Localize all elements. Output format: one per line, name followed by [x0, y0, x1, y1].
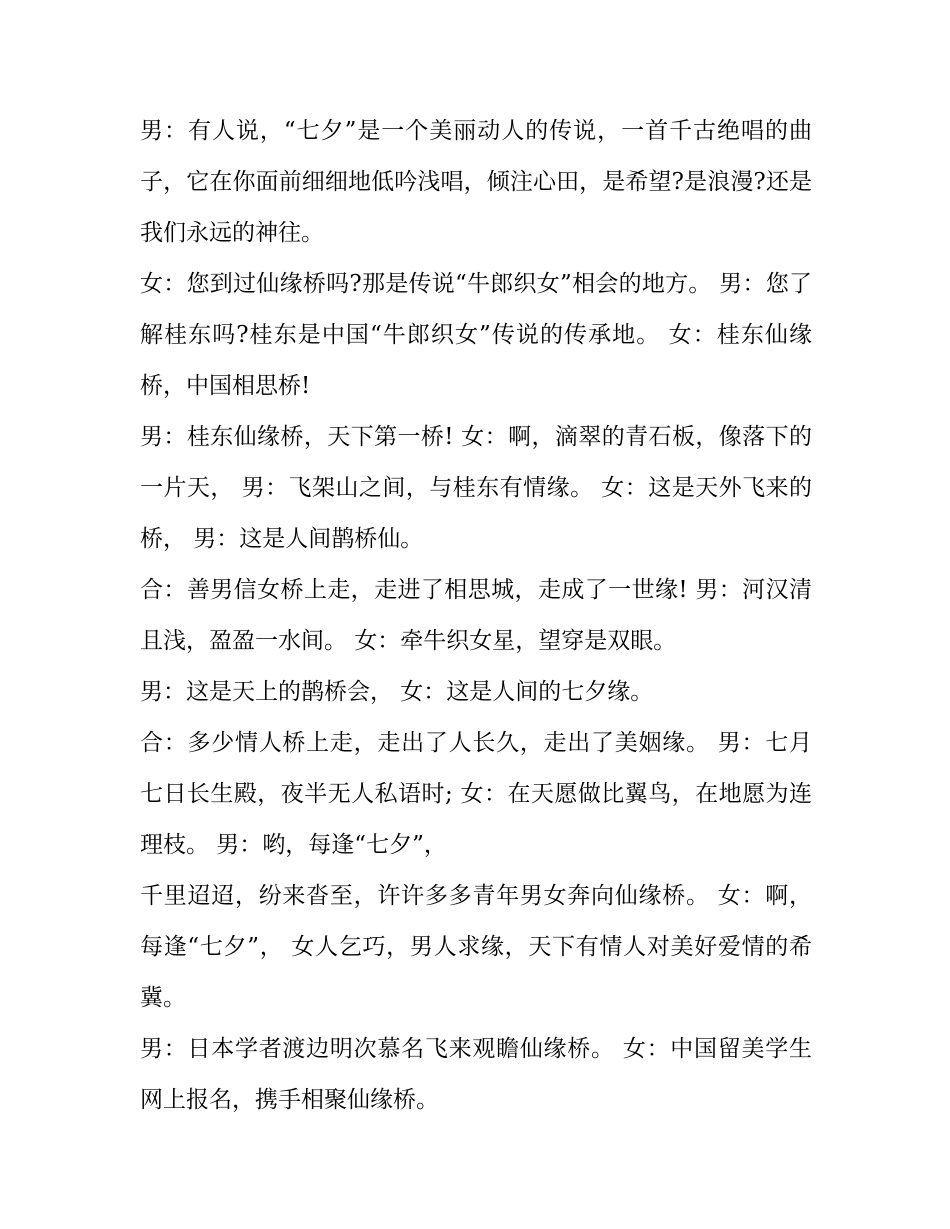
paragraph-5: 男：这是天上的鹊桥会， 女：这是人间的七夕缘。 [140, 679, 654, 705]
paragraph-3: 男：桂东仙缘桥，天下第一桥! 女：啊，滴翠的青石板，像落下的一片天， 男：飞架山之间，与桂东有情缘。 女：这是天外飞来的桥， 男：这是人间鹊桥仙。 [140, 424, 812, 552]
paragraph-6: 合：多少情人桥上走，走出了人长久，走出了美姻缘。 男：七月七日长生殿，夜半无人私语时; 女：在天愿做比翼鸟，在地愿为连理枝。 男：哟，每逢“七夕”， [140, 730, 812, 858]
paragraph-7: 千里迢迢，纷来沓至，许许多多青年男女奔向仙缘桥。 女：啊，每逢“七夕”， 女人乞巧，男人求缘，天下有情人对美好爱情的希冀。 [140, 883, 812, 1011]
paragraph-8: 男：日本学者渡边明次慕名飞来观瞻仙缘桥。 女：中国留美学生网上报名，携手相聚仙缘桥。 [140, 1036, 812, 1113]
document-body [140, 106, 812, 1126]
paragraph-4: 合：善男信女桥上走，走进了相思城，走成了一世缘! 男：河汉清且浅，盈盈一水间。 女：牵牛织女星，望穿是双眼。 [140, 577, 812, 654]
paragraph-1: 男：有人说，“七夕”是一个美丽动人的传说，一首千古绝唱的曲子，它在你面前细细地低吟浅唱，倾注心田，是希望?是浪漫?还是我们永远的神往。 [140, 118, 812, 246]
paragraph-2: 女：您到过仙缘桥吗?那是传说“牛郎织女”相会的地方。 男：您了解桂东吗?桂东是中国“牛郎织女”传说的传承地。 女：桂东仙缘桥，中国相思桥! [140, 271, 812, 399]
